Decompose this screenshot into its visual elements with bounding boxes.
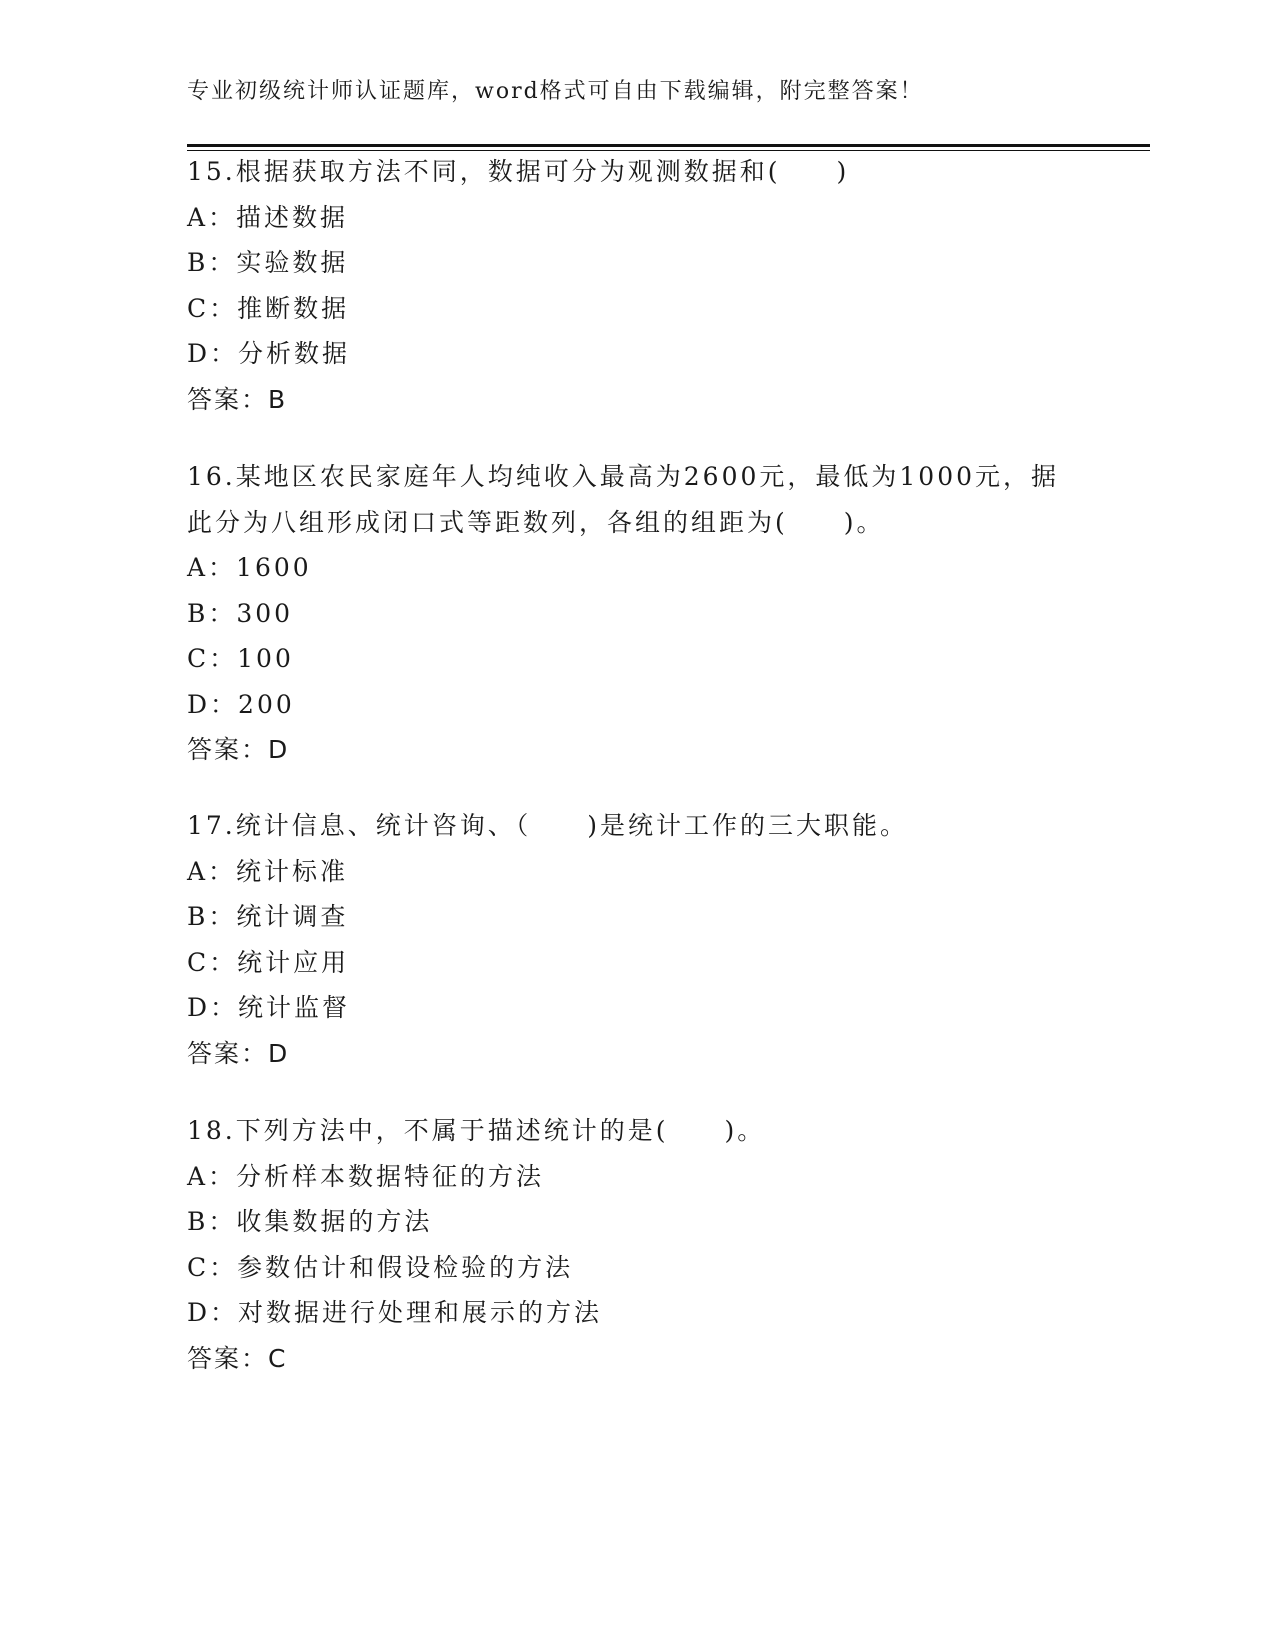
option-d: D：分析数据 <box>187 339 351 368</box>
option-b: B：实验数据 <box>187 248 349 277</box>
option-c: C：100 <box>187 644 294 673</box>
option-c: C：统计应用 <box>187 947 350 977</box>
option-c: C：参数估计和假设检验的方法 <box>187 1252 574 1282</box>
option-d: D：统计监督 <box>187 993 351 1022</box>
question-18 <box>187 1108 1087 1381</box>
question-stem: 17.统计信息、统计咨询、（ )是统计工作的三大职能。 <box>187 811 909 840</box>
option-a: A：1600 <box>187 553 312 582</box>
option-a: A：分析样本数据特征的方法 <box>187 1161 545 1191</box>
page-header: 专业初级统计师认证题库，word格式可自由下载编辑，附完整答案！ <box>187 79 924 104</box>
answer: 答案：C <box>187 1343 288 1373</box>
question-16 <box>187 454 1087 773</box>
question-stem-line-1: 16.某地区农民家庭年人均纯收入最高为2600元，最低为1000元，据 <box>187 462 1060 491</box>
option-b: B：统计调查 <box>187 902 349 931</box>
option-c: C：推断数据 <box>187 293 350 323</box>
option-d: D：200 <box>187 689 295 719</box>
option-b: B：收集数据的方法 <box>187 1207 433 1236</box>
header-rule-thick <box>187 144 1150 147</box>
option-a: A：统计标准 <box>187 856 349 886</box>
answer: 答案：B <box>187 384 288 414</box>
option-b: B：300 <box>187 598 294 628</box>
question-15 <box>187 149 1087 422</box>
question-17 <box>187 803 1087 1076</box>
answer: 答案：D <box>187 1038 290 1068</box>
question-stem-line-2: 此分为八组形成闭口式等距数列，各组的组距为( )。 <box>187 507 885 537</box>
question-stem: 15.根据获取方法不同，数据可分为观测数据和( ) <box>187 157 850 186</box>
option-d: D：对数据进行处理和展示的方法 <box>187 1298 603 1327</box>
question-stem: 18.下列方法中，不属于描述统计的是( )。 <box>187 1116 766 1145</box>
answer: 答案：D <box>187 735 290 764</box>
option-a: A：描述数据 <box>187 202 349 232</box>
